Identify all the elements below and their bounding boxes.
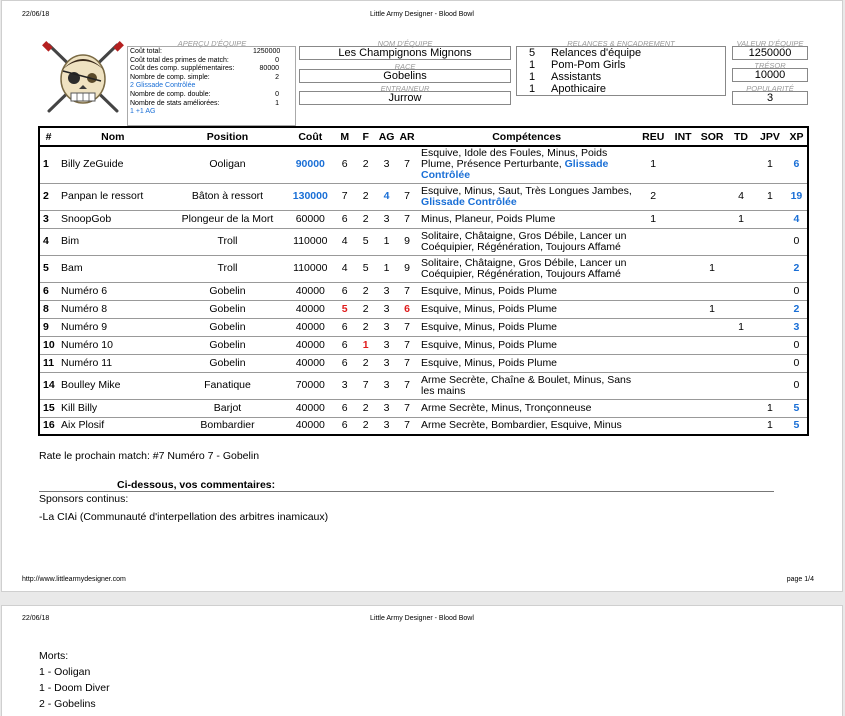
- cell-position: Bombardier: [169, 417, 287, 435]
- cell-nom: Numéro 11: [57, 354, 169, 372]
- relances-box: [516, 46, 726, 96]
- cell-td: 1: [728, 318, 754, 336]
- cell-jpv: [754, 300, 786, 318]
- cell-ag: 1: [376, 228, 397, 255]
- cell-xp: 6: [786, 146, 808, 183]
- cell-xp: 4: [786, 210, 808, 228]
- roster-table: [38, 126, 809, 436]
- cell-num: 15: [39, 399, 57, 417]
- cell-competences: Arme Secrète, Bombardier, Esquive, Minus: [417, 417, 636, 435]
- cell-cout: 40000: [286, 282, 334, 300]
- cell-ag: 3: [376, 354, 397, 372]
- cell-jpv: [754, 228, 786, 255]
- cell-ar: 7: [397, 183, 417, 210]
- col-header-sor: SOR: [696, 127, 728, 146]
- cell-xp: 0: [786, 336, 808, 354]
- cell-jpv: [754, 336, 786, 354]
- cell-int: [670, 417, 696, 435]
- table-row: [39, 146, 808, 183]
- cell-competences: Arme Secrète, Minus, Tronçonneuse: [417, 399, 636, 417]
- col-header-jpv: JPV: [754, 127, 786, 146]
- cell-competences: Minus, Planeur, Poids Plume: [417, 210, 636, 228]
- cell-competences: Esquive, Minus, Poids Plume: [417, 318, 636, 336]
- cell-nom: Numéro 9: [57, 318, 169, 336]
- table-row: [39, 228, 808, 255]
- cell-cout: 90000: [286, 146, 334, 183]
- apercu-line: Nombre de stats améliorées: 1: [130, 99, 279, 107]
- cell-num: 10: [39, 336, 57, 354]
- cell-num: 16: [39, 417, 57, 435]
- morts-line: 2 - Gobelins: [39, 698, 96, 710]
- cell-sor: 1: [696, 255, 728, 282]
- cell-td: [728, 255, 754, 282]
- col-header-ag: AG: [376, 127, 397, 146]
- cell-xp: 5: [786, 417, 808, 435]
- cell-ar: 9: [397, 255, 417, 282]
- cell-num: 14: [39, 372, 57, 399]
- cell-xp: 0: [786, 354, 808, 372]
- header-title: Little Army Designer - Blood Bowl: [370, 11, 474, 18]
- cell-competences: Esquive, Minus, Poids Plume: [417, 300, 636, 318]
- cell-f: 2: [355, 282, 376, 300]
- cell-nom: Numéro 6: [57, 282, 169, 300]
- comments-line-1: Sponsors continus:: [39, 493, 129, 505]
- cell-f: 2: [355, 399, 376, 417]
- cell-m: 6: [334, 210, 355, 228]
- cell-position: Troll: [169, 228, 287, 255]
- cell-cout: 110000: [286, 255, 334, 282]
- cell-int: [670, 372, 696, 399]
- cell-cout: 130000: [286, 183, 334, 210]
- cell-sor: [696, 282, 728, 300]
- header-date: 22/06/18: [22, 11, 50, 18]
- cell-int: [670, 282, 696, 300]
- cell-td: 1: [728, 210, 754, 228]
- table-row: [39, 417, 808, 435]
- comments-title: Ci-dessous, vos commentaires:: [117, 479, 276, 491]
- table-row: [39, 282, 808, 300]
- cell-int: [670, 399, 696, 417]
- cell-f: 2: [355, 300, 376, 318]
- cell-m: 6: [334, 318, 355, 336]
- cell-int: [670, 228, 696, 255]
- document-page-2: [1, 605, 843, 716]
- cell-jpv: [754, 354, 786, 372]
- cell-int: [670, 318, 696, 336]
- cell-td: [728, 417, 754, 435]
- cell-td: [728, 282, 754, 300]
- cell-ar: 7: [397, 210, 417, 228]
- cell-reu: [636, 255, 670, 282]
- cell-reu: [636, 282, 670, 300]
- table-row: [39, 210, 808, 228]
- cell-competences: Esquive, Minus, Poids Plume: [417, 282, 636, 300]
- roster-header-row: [39, 127, 808, 146]
- team-name-field: Les Champignons Mignons: [299, 46, 511, 60]
- cell-ag: 3: [376, 399, 397, 417]
- page2-header-date: 22/06/18: [22, 615, 50, 622]
- document-page-1: [1, 0, 843, 592]
- apercu-line: Coût total des primes de match: 0: [130, 56, 279, 64]
- cell-td: 4: [728, 183, 754, 210]
- cell-xp: 0: [786, 228, 808, 255]
- cell-int: [670, 146, 696, 183]
- cell-xp: 0: [786, 282, 808, 300]
- rate-prochain-match: Rate le prochain match: #7 Numéro 7 - Gobelin: [39, 450, 260, 462]
- cell-jpv: [754, 255, 786, 282]
- cell-num: 11: [39, 354, 57, 372]
- cell-ag: 3: [376, 282, 397, 300]
- cell-xp: 3: [786, 318, 808, 336]
- cell-cout: 40000: [286, 300, 334, 318]
- cell-ar: 7: [397, 372, 417, 399]
- valeur-label: VALEUR D'ÉQUIPE: [736, 39, 804, 48]
- cell-f: 5: [355, 228, 376, 255]
- cell-sor: [696, 228, 728, 255]
- cell-m: 6: [334, 282, 355, 300]
- col-header-xp: XP: [786, 127, 808, 146]
- cell-f: 5: [355, 255, 376, 282]
- cell-position: Barjot: [169, 399, 287, 417]
- cell-competences: Arme Secrète, Chaîne & Boulet, Minus, Sans les mains: [417, 372, 636, 399]
- morts-line: 1 - Doom Diver: [39, 682, 110, 694]
- cell-jpv: [754, 282, 786, 300]
- cell-ag: 1: [376, 255, 397, 282]
- cell-ag: 3: [376, 210, 397, 228]
- cell-position: Bâton à ressort: [169, 183, 287, 210]
- cell-f: 7: [355, 372, 376, 399]
- cell-num: 8: [39, 300, 57, 318]
- table-row: [39, 183, 808, 210]
- cell-f: 1: [355, 336, 376, 354]
- cell-reu: [636, 372, 670, 399]
- cell-td: [728, 228, 754, 255]
- cell-nom: Panpan le ressort: [57, 183, 169, 210]
- relances-item: 1 Apothicaire: [529, 83, 607, 95]
- cell-jpv: 1: [754, 399, 786, 417]
- table-row: [39, 255, 808, 282]
- cell-sor: [696, 354, 728, 372]
- cell-td: [728, 372, 754, 399]
- popularite-field: 3: [732, 91, 808, 105]
- cell-reu: 1: [636, 210, 670, 228]
- cell-position: Troll: [169, 255, 287, 282]
- cell-int: [670, 210, 696, 228]
- table-row: [39, 399, 808, 417]
- cell-int: [670, 183, 696, 210]
- apercu-line: Nombre de comp. double: 0: [130, 90, 279, 98]
- col-header-cout: Coût: [286, 127, 334, 146]
- cell-position: Gobelin: [169, 282, 287, 300]
- cell-position: Gobelin: [169, 300, 287, 318]
- cell-ar: 7: [397, 146, 417, 183]
- cell-competences: Esquive, Minus, Poids Plume: [417, 354, 636, 372]
- cell-nom: Billy ZeGuide: [57, 146, 169, 183]
- cell-m: 6: [334, 336, 355, 354]
- col-header-f: F: [355, 127, 376, 146]
- cell-sor: 1: [696, 300, 728, 318]
- cell-td: [728, 336, 754, 354]
- apercu-line: Coût total: 1250000: [130, 48, 281, 55]
- relances-item: 5 Relances d'équipe: [529, 47, 642, 59]
- cell-m: 6: [334, 146, 355, 183]
- cell-reu: [636, 300, 670, 318]
- cell-nom: Kill Billy: [57, 399, 169, 417]
- valeur-field: 1250000: [732, 46, 808, 60]
- page2-header-title: Little Army Designer - Blood Bowl: [370, 615, 474, 622]
- comments-divider: [39, 491, 774, 492]
- cell-td: [728, 399, 754, 417]
- col-header-td: TD: [728, 127, 754, 146]
- cell-position: Gobelin: [169, 354, 287, 372]
- cell-m: 6: [334, 399, 355, 417]
- cell-nom: Numéro 10: [57, 336, 169, 354]
- relances-item: 1 Pom-Pom Girls: [529, 59, 626, 71]
- tresor-label: TRÉSOR: [754, 61, 786, 70]
- cell-ag: 3: [376, 300, 397, 318]
- table-row: [39, 318, 808, 336]
- extra-skill: Glissade Contrôlée: [421, 195, 517, 208]
- cell-cout: 40000: [286, 399, 334, 417]
- cell-reu: [636, 228, 670, 255]
- cell-ar: 7: [397, 282, 417, 300]
- cell-reu: 2: [636, 183, 670, 210]
- cell-td: [728, 300, 754, 318]
- footer-page-number: page 1/4: [786, 576, 814, 583]
- cell-competences: Solitaire, Châtaigne, Gros Débile, Lancer un Coéquipier, Régénération, Toujours Affamé: [417, 255, 636, 282]
- cell-nom: Aix Plosif: [57, 417, 169, 435]
- cell-xp: 5: [786, 399, 808, 417]
- col-header-m: M: [334, 127, 355, 146]
- col-header-position: Position: [169, 127, 287, 146]
- cell-cout: 70000: [286, 372, 334, 399]
- cell-f: 2: [355, 417, 376, 435]
- morts-line: 1 - Ooligan: [39, 666, 91, 678]
- cell-competences: Esquive, Minus, Poids Plume: [417, 336, 636, 354]
- col-header-reu: REU: [636, 127, 670, 146]
- cell-ar: 7: [397, 318, 417, 336]
- cell-sor: [696, 336, 728, 354]
- cell-f: 2: [355, 354, 376, 372]
- relances-item: 1 Assistants: [529, 71, 602, 83]
- cell-reu: [636, 417, 670, 435]
- cell-td: [728, 146, 754, 183]
- cell-m: 7: [334, 183, 355, 210]
- cell-num: 5: [39, 255, 57, 282]
- cell-nom: Numéro 8: [57, 300, 169, 318]
- cell-ar: 9: [397, 228, 417, 255]
- cell-xp: 0: [786, 372, 808, 399]
- cell-cout: 40000: [286, 336, 334, 354]
- cell-jpv: 1: [754, 146, 786, 183]
- cell-num: 2: [39, 183, 57, 210]
- cell-m: 6: [334, 354, 355, 372]
- cell-reu: 1: [636, 146, 670, 183]
- cell-m: 4: [334, 228, 355, 255]
- apercu-title: APERÇU D'ÉQUIPE: [177, 39, 247, 48]
- cell-jpv: 1: [754, 183, 786, 210]
- race-label: RACE: [394, 62, 416, 71]
- cell-ag: 3: [376, 318, 397, 336]
- cell-ag: 3: [376, 336, 397, 354]
- race-field: Gobelins: [299, 69, 511, 83]
- cell-position: Plongeur de la Mort: [169, 210, 287, 228]
- cell-num: 6: [39, 282, 57, 300]
- cell-sor: [696, 399, 728, 417]
- cell-jpv: [754, 372, 786, 399]
- col-header-nom: Nom: [57, 127, 169, 146]
- cell-sor: [696, 146, 728, 183]
- cell-jpv: [754, 318, 786, 336]
- apercu-line: 2 Glissade Contrôlée: [130, 82, 196, 90]
- cell-nom: Boulley Mike: [57, 372, 169, 399]
- cell-nom: Bam: [57, 255, 169, 282]
- cell-reu: [636, 336, 670, 354]
- cell-num: 1: [39, 146, 57, 183]
- cell-ar: 7: [397, 336, 417, 354]
- table-row: [39, 336, 808, 354]
- team-name-label: NOM D'ÉQUIPE: [377, 39, 433, 48]
- tresor-field: 10000: [732, 68, 808, 82]
- cell-competences: Solitaire, Châtaigne, Gros Débile, Lancer un Coéquipier, Régénération, Toujours Affamé: [417, 228, 636, 255]
- cell-num: 9: [39, 318, 57, 336]
- apercu-line: 1 +1 AG: [130, 108, 156, 116]
- cell-sor: [696, 417, 728, 435]
- extra-skill: Glissade Contrôlée: [421, 158, 609, 182]
- table-row: [39, 300, 808, 318]
- cell-xp: 2: [786, 300, 808, 318]
- morts-title: Morts:: [39, 650, 69, 662]
- apercu-box: [127, 46, 296, 126]
- apercu-line: Coût des comp. supplémentaires: 80000: [130, 65, 279, 73]
- cell-ar: 7: [397, 417, 417, 435]
- cell-reu: [636, 318, 670, 336]
- cell-ar: 6: [397, 300, 417, 318]
- col-header-ar: AR: [397, 127, 417, 146]
- cell-ag: 3: [376, 146, 397, 183]
- cell-int: [670, 300, 696, 318]
- cell-cout: 40000: [286, 354, 334, 372]
- coach-field: Jurrow: [299, 91, 511, 105]
- cell-num: 3: [39, 210, 57, 228]
- cell-nom: Bim: [57, 228, 169, 255]
- cell-jpv: 1: [754, 417, 786, 435]
- cell-position: Gobelin: [169, 336, 287, 354]
- cell-xp: 2: [786, 255, 808, 282]
- cell-ag: 3: [376, 417, 397, 435]
- col-header-competences: Compétences: [417, 127, 636, 146]
- cell-sor: [696, 372, 728, 399]
- cell-cout: 40000: [286, 417, 334, 435]
- cell-int: [670, 336, 696, 354]
- cell-reu: [636, 354, 670, 372]
- team-logo-skull-icon: [39, 41, 127, 117]
- cell-cout: 60000: [286, 210, 334, 228]
- cell-int: [670, 354, 696, 372]
- cell-m: 3: [334, 372, 355, 399]
- cell-sor: [696, 318, 728, 336]
- cell-m: 4: [334, 255, 355, 282]
- cell-ar: 7: [397, 399, 417, 417]
- cell-td: [728, 354, 754, 372]
- cell-f: 2: [355, 146, 376, 183]
- apercu-line: Nombre de comp. simple: 2: [130, 73, 279, 81]
- popularite-label: POPULARITÉ: [746, 84, 794, 93]
- footer-url: http://www.littlearmydesigner.com: [22, 576, 126, 583]
- table-row: [39, 354, 808, 372]
- cell-cout: 110000: [286, 228, 334, 255]
- relances-title: RELANCES & ENCADREMENT: [567, 39, 675, 48]
- col-header-int: INT: [670, 127, 696, 146]
- coach-label: ENTRAINEUR: [380, 84, 430, 93]
- cell-f: 2: [355, 318, 376, 336]
- cell-sor: [696, 210, 728, 228]
- cell-int: [670, 255, 696, 282]
- cell-sor: [696, 183, 728, 210]
- cell-cout: 40000: [286, 318, 334, 336]
- cell-position: Ooligan: [169, 146, 287, 183]
- cell-position: Fanatique: [169, 372, 287, 399]
- cell-competences: Esquive, Minus, Saut, Très Longues Jambes, Glissade Contrôlée: [417, 183, 636, 210]
- cell-f: 2: [355, 210, 376, 228]
- cell-xp: 19: [786, 183, 808, 210]
- cell-reu: [636, 399, 670, 417]
- cell-position: Gobelin: [169, 318, 287, 336]
- cell-ar: 7: [397, 354, 417, 372]
- cell-f: 2: [355, 183, 376, 210]
- cell-ag: 4: [376, 183, 397, 210]
- cell-m: 6: [334, 417, 355, 435]
- cell-competences: Esquive, Idole des Foules, Minus, Poids Plume, Présence Perturbante, Glissade Contrôlée: [417, 146, 636, 183]
- cell-ag: 3: [376, 372, 397, 399]
- cell-jpv: [754, 210, 786, 228]
- cell-num: 4: [39, 228, 57, 255]
- table-row: [39, 372, 808, 399]
- col-header-num: #: [39, 127, 57, 146]
- comments-line-2: -La CIAi (Communauté d'interpellation des arbitres inamicaux): [39, 511, 329, 523]
- cell-m: 5: [334, 300, 355, 318]
- cell-nom: SnoopGob: [57, 210, 169, 228]
